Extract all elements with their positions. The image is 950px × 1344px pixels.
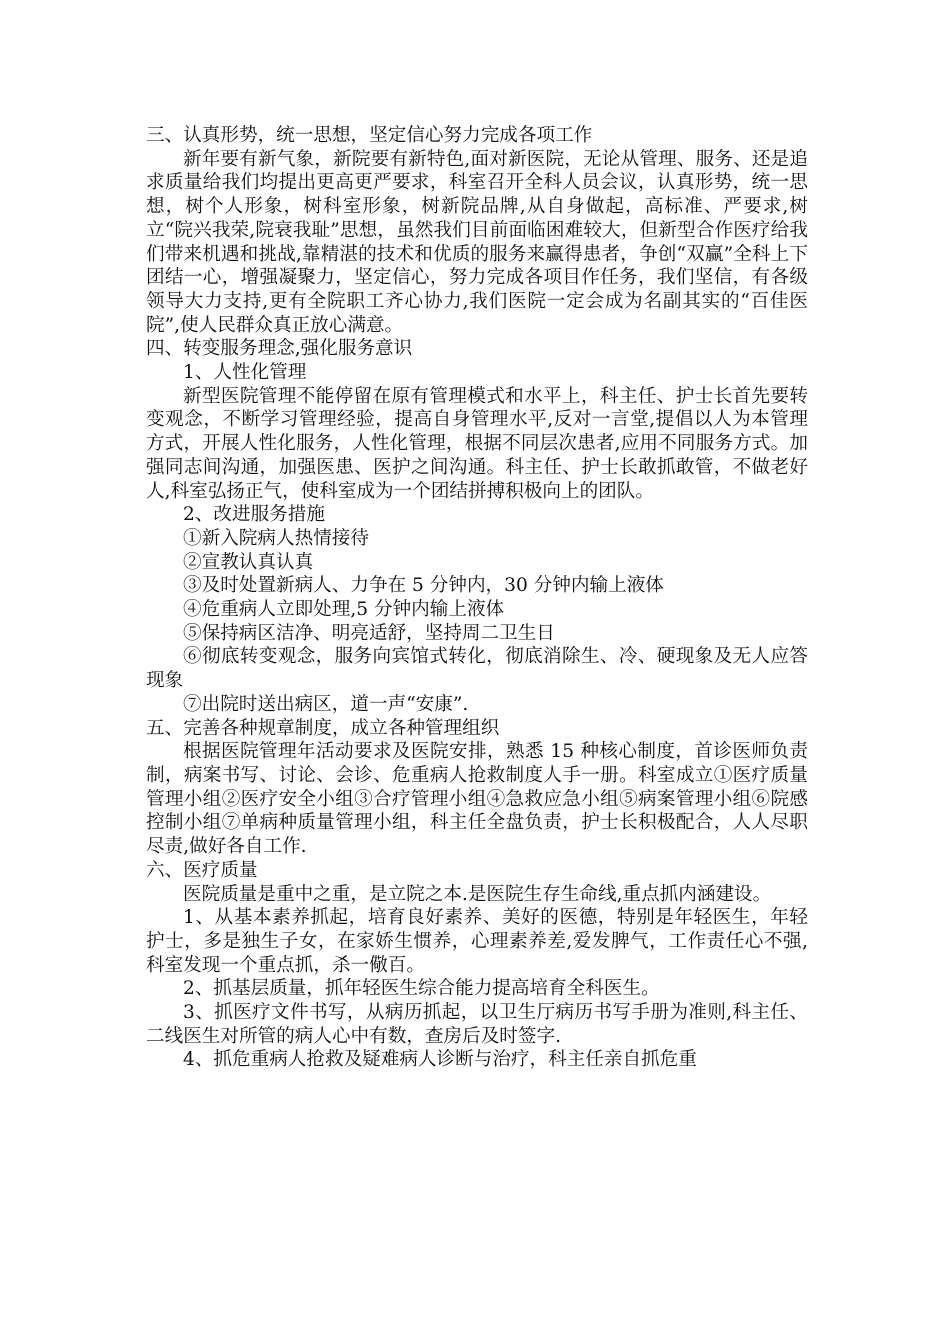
body-paragraph: 4、抓危重病人抢救及疑难病人诊断与治疗，科主任亲自抓危重 (183, 1049, 697, 1071)
section-heading: 六、医疗质量 (146, 859, 258, 881)
body-paragraph: ②宣教认真认真 (183, 551, 314, 573)
body-paragraph: ⑥彻底转变观念，服务向宾馆式转化，彻底消除生、冷、硬现象及无人应答现象 (146, 646, 808, 692)
body-paragraph: 新年要有新气象，新院要有新特色,面对新医院，无论从管理、服务、还是追求质量给我们均提出更高更严要求，科室召开全科人员会议，认真形势，统一思想，树个人形象，树科室形象，树新院品牌,从自身做起，高标准、严要求,树立“院兴我荣,院衰我耻”思想，虽然我们目前面临困难较大，但新型合作医疗给我们带来机遇和挑战,靠精湛的技术和优质的服务来赢得患者，争创“双赢”全科上下团结一心，增强凝聚力，坚定信心，努力完成各项目作任务，我们坚信，有各级领导大力支持,更有全院职工齐心协力,我们医院一定会成为名副其实的“百佳医院”,使人民群众真正放心满意。 (146, 148, 808, 336)
body-paragraph: 新型医院管理不能停留在原有管理模式和水平上，科主任、护士长首先要转变观念，不断学习管理经验，提高自身管理水平,反对一言堂,提倡以人为本管理方式，开展人性化服务，人性化管理，根据不同层次患者,应用不同服务方式。加强同志间沟通，加强医患、医护之间沟通。科主任、护士长敢抓敢管，不做老好人,科室弘扬正气，使科室成为一个团结拼搏积极向上的团队。 (146, 385, 808, 502)
section-heading: 三、认真形势，统一思想，坚定信心努力完成各项工作 (146, 125, 593, 146)
body-paragraph: 3、抓医疗文件书写，从病历抓起，以卫生厅病历书写手册为准则,科主任、二线医生对所管的病人心中有数，查房后及时签字. (146, 1002, 808, 1047)
body-paragraph: ①新入院病人热情接待 (183, 527, 369, 549)
body-paragraph: ③及时处置新病人、力争在 5 分钟内，30 分钟内输上液体 (183, 575, 664, 597)
body-paragraph: ④危重病人立即处理,5 分钟内输上液体 (183, 599, 505, 621)
body-paragraph: 2、抓基层质量，抓年轻医生综合能力提高培育全科医生。 (183, 978, 660, 1000)
body-paragraph: 医院质量是重中之重，是立院之本.是医院生存生命线,重点抓内涵建设。 (183, 883, 772, 905)
body-paragraph: ⑤保持病区洁净、明亮适舒，坚持周二卫生日 (183, 622, 555, 644)
body-paragraph: ⑦出院时送出病区，道一声“安康”. (183, 693, 469, 715)
body-paragraph: 根据医院管理年活动要求及医院安排，熟悉 15 种核心制度，首诊医师负责制，病案书写、讨论、会诊、危重病人抢救制度人手一册。科室成立①医疗质量管理小组②医疗安全小组③合疗管理小组④急救应急小组⑤病案管理小组⑥院感控制小组⑦单病种质量管理小组，科主任全盘负责，护士长积极配合，人人尽职尽责,做好各自工作. (146, 741, 808, 858)
body-paragraph: 1、从基本素养抓起，培育良好素养、美好的医德，特别是年轻医生，年轻护士，多是独生子女，在家娇生惯养，心理素养差,爱发脾气，工作责任心不强,科室发现一个重点抓，杀一儆百。 (146, 907, 808, 976)
section-heading: 五、完善各种规章制度，成立各种管理组织 (146, 717, 500, 739)
document-body (146, 124, 808, 1072)
section-heading: 四、转变服务理念,强化服务意识 (146, 338, 413, 360)
body-paragraph: 2、改进服务措施 (183, 504, 325, 526)
body-paragraph: 1、人性化管理 (183, 362, 307, 384)
